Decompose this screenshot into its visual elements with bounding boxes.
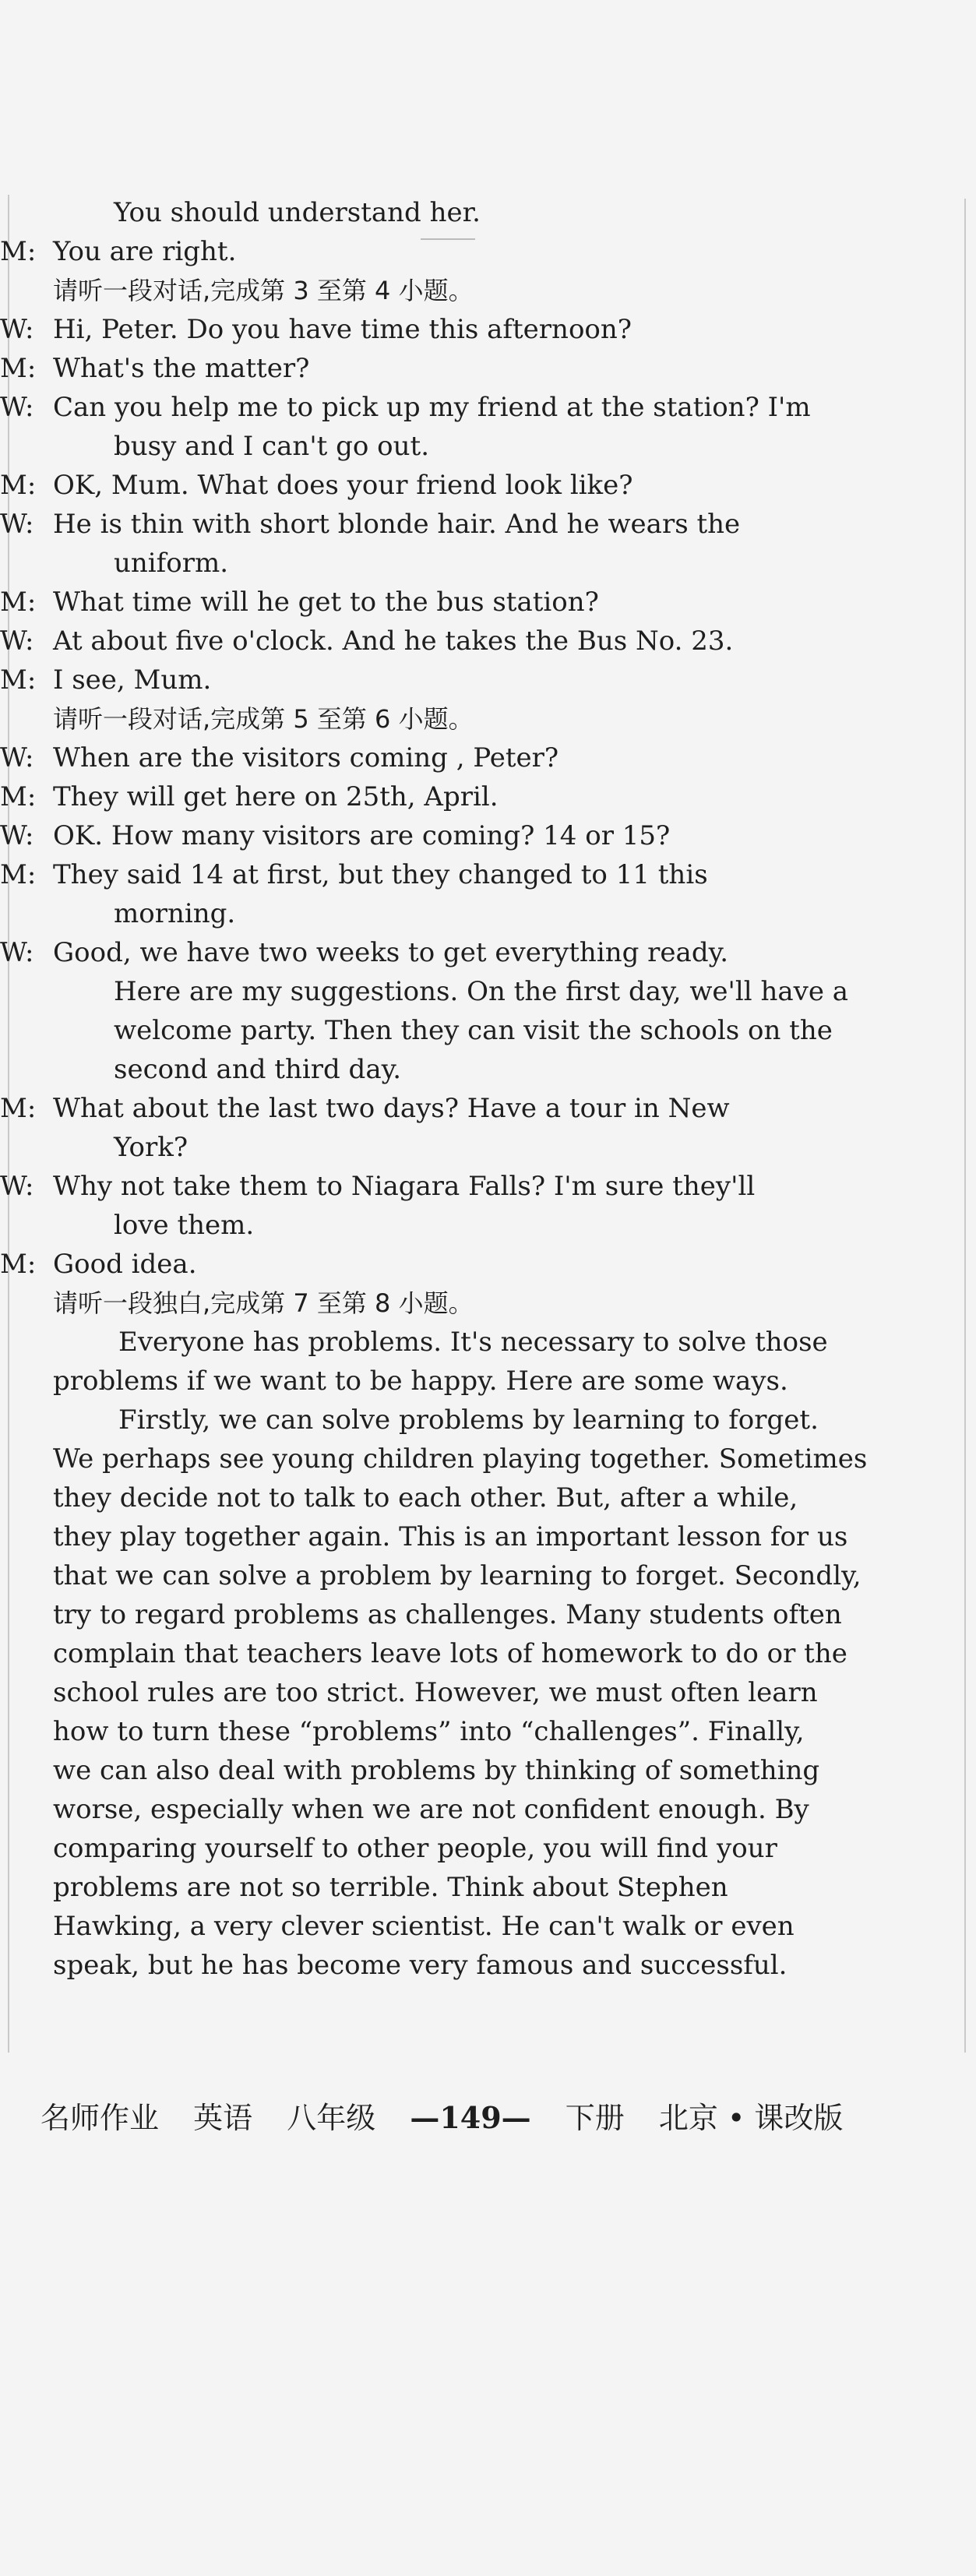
dialogue-line: M: They will get here on 25th, April. — [53, 777, 894, 816]
footer-edition: 北京 • 课改版 — [658, 2101, 844, 2135]
speaker-label: W: — [0, 509, 34, 540]
speaker-label: M: — [0, 859, 37, 890]
dialogue-line: W: At about five o'clock. And he takes the Bus No. 23. — [53, 622, 894, 661]
dialogue-line: W: When are the visitors coming , Peter? — [53, 738, 894, 777]
paragraph-line: that we can solve a problem by learning to forget. Secondly, — [53, 1560, 861, 1591]
paragraph-line: problems if we want to be happy. Here are some ways. — [53, 1366, 788, 1397]
dialogue-line: M: What about the last two days? Have a tour in New — [53, 1089, 894, 1128]
speaker-label: W: — [0, 1171, 34, 1202]
paragraph-line: We perhaps see young children playing together. Sometimes — [53, 1443, 868, 1475]
paragraph-line: Hawking, a very clever scientist. He can't walk or even — [53, 1911, 795, 1942]
paragraph-line: worse, especially when we are not confident enough. By — [53, 1794, 809, 1825]
dialogue-line: M: What time will he get to the bus station? — [53, 583, 894, 622]
paragraph-line: speak, but he has become very famous and successful. — [53, 1950, 787, 1981]
paragraph-line: complain that teachers leave lots of homework to do or the — [53, 1638, 847, 1669]
speaker-label: M: — [0, 1093, 37, 1124]
speaker-label: M: — [0, 470, 37, 501]
speaker-label: M: — [0, 236, 37, 267]
dialogue-line: W: OK. How many visitors are coming? 14 or 15? — [53, 816, 894, 855]
text-line: morning. — [114, 898, 236, 929]
section-instruction: 请听一段对话,完成第 3 至第 4 小题。 — [53, 276, 474, 305]
paragraph-line: we can also deal with problems by thinking of something — [53, 1755, 820, 1786]
footer-grade: 八年级 — [287, 2101, 376, 2135]
paragraph-line: comparing yourself to other people, you will find your — [53, 1833, 777, 1864]
page-footer — [41, 2094, 882, 2137]
dialogue-line: M: They said 14 at first, but they changed to 11 this — [53, 855, 894, 894]
section-instruction: 请听一段对话,完成第 5 至第 6 小题。 — [53, 704, 474, 734]
paragraph-line: they decide not to talk to each other. But, after a while, — [53, 1482, 798, 1514]
speaker-label: M: — [0, 1249, 37, 1280]
footer-subject: 英语 — [193, 2101, 253, 2135]
paragraph-line: problems are not so terrible. Think about Stephen — [53, 1872, 728, 1903]
paragraph-line: they play together again. This is an important lesson for us — [53, 1521, 848, 1552]
speaker-label: W: — [0, 314, 34, 345]
paragraph-line: Everyone has problems. It's necessary to solve those — [118, 1327, 828, 1358]
dialogue-line: M: OK, Mum. What does your friend look like? — [53, 466, 894, 505]
paragraph-line: try to regard problems as challenges. Many students often — [53, 1599, 842, 1630]
dialogue-line: W: Can you help me to pick up my friend at the station? I'm — [53, 388, 894, 427]
text-line: Here are my suggestions. On the first day, we'll have a — [114, 976, 849, 1007]
dialogue-line: M: You are right. — [53, 232, 894, 271]
page-number: —149— — [410, 2100, 531, 2135]
text-line: welcome party. Then they can visit the schools on the — [114, 1015, 833, 1046]
footer-series: 名师作业 — [41, 2101, 160, 2135]
paragraph-line: school rules are too strict. However, we must often learn — [53, 1677, 818, 1708]
dialogue-line: W: He is thin with short blonde hair. And he wears the — [53, 505, 894, 544]
speaker-label: W: — [0, 742, 34, 774]
text-line: love them. — [114, 1210, 255, 1241]
paragraph-line: how to turn these “problems” into “challenges”. Finally, — [53, 1716, 805, 1747]
right-margin-line — [964, 199, 966, 2053]
speaker-label: M: — [0, 781, 37, 812]
speaker-label: W: — [0, 625, 34, 657]
text-line: second and third day. — [114, 1054, 402, 1085]
speaker-label: M: — [0, 664, 37, 696]
speaker-label: W: — [0, 820, 34, 851]
footer-volume: 下册 — [565, 2101, 625, 2135]
paragraph-line: Firstly, we can solve problems by learning to forget. — [118, 1404, 819, 1436]
section-instruction: 请听一段独白,完成第 7 至第 8 小题。 — [53, 1288, 474, 1318]
speaker-label: M: — [0, 353, 37, 384]
dialogue-line: W: Good, we have two weeks to get everything ready. — [53, 933, 894, 972]
dialogue-line: M: What's the matter? — [53, 349, 894, 388]
dialogue-line: M: Good idea. — [53, 1245, 894, 1284]
text-line: uniform. — [114, 548, 229, 579]
speaker-label: M: — [0, 587, 37, 618]
speaker-label: W: — [0, 392, 34, 423]
dialogue-line: W: Hi, Peter. Do you have time this afternoon? — [53, 310, 894, 349]
text-line: busy and I can't go out. — [114, 431, 430, 462]
dialogue-line: M: I see, Mum. — [53, 661, 894, 700]
dialogue-line: W: Why not take them to Niagara Falls? I'm sure they'll — [53, 1167, 894, 1206]
text-line: York? — [114, 1132, 189, 1163]
speaker-label: W: — [0, 937, 34, 968]
text-line: You should understand her. — [114, 197, 481, 228]
